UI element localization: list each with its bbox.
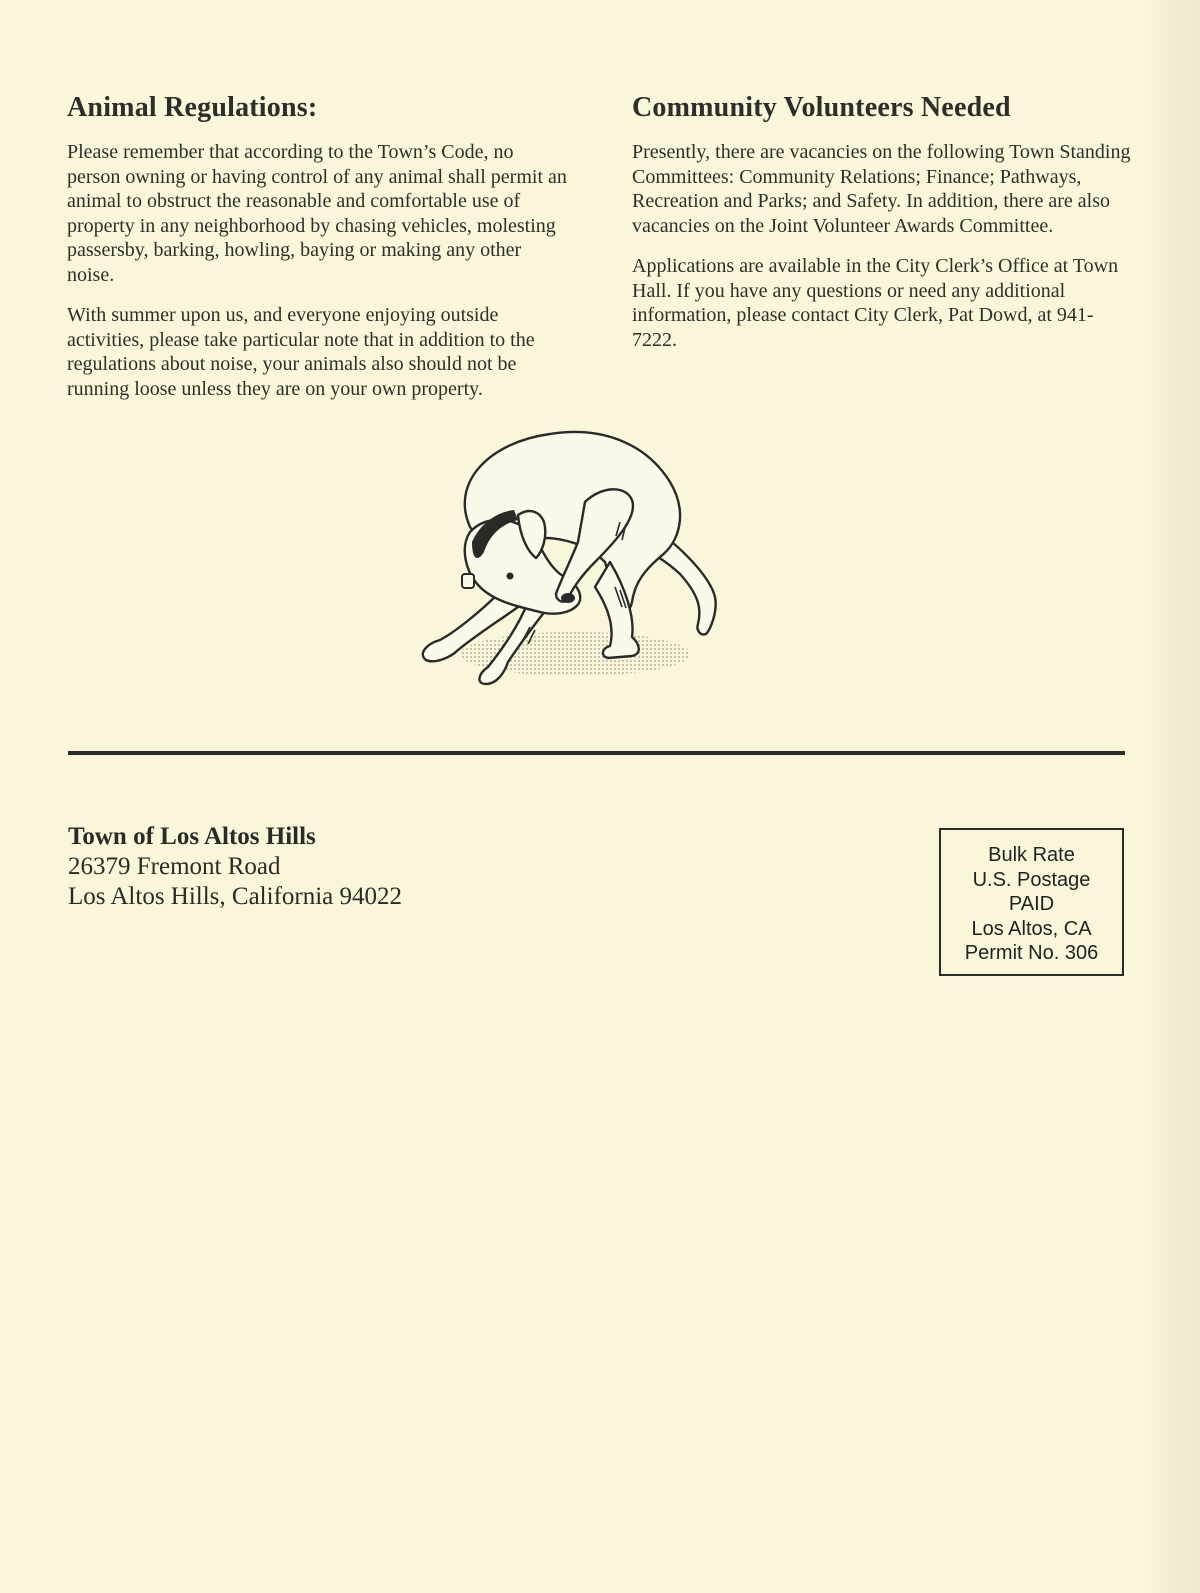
community-volunteers-section — [632, 92, 1132, 368]
community-volunteers-paragraph-1: Presently, there are vacancies on the following Town Standing Committees: Community Relations; Finance; Pathways, Recreation and Parks; and Safety. In addition, there are also vacancies on the Joint Volunteer Awards Committee. — [632, 141, 1131, 237]
animal-regulations-section — [67, 92, 567, 417]
postage-line-1: Bulk Rate — [988, 844, 1075, 866]
animal-regulations-heading: Animal Regulations: — [67, 92, 318, 123]
postage-line-2: U.S. Postage — [972, 868, 1091, 891]
return-address-city: Los Altos Hills, California 94022 — [68, 883, 403, 910]
postage-line-4: Los Altos, CA — [971, 917, 1092, 940]
section-divider — [68, 751, 1125, 755]
return-address-name: Town of Los Altos Hills — [68, 823, 316, 850]
animal-regulations-paragraph-2: With summer upon us, and everyone enjoying outside activities, please take particular note that in addition to the regulations about noise, your animals also should not be running loose unless they are on your own property. — [67, 304, 535, 400]
community-volunteers-heading: Community Volunteers Needed — [632, 92, 1011, 123]
postage-line-3: PAID — [1008, 893, 1055, 915]
return-address — [68, 822, 402, 912]
postage-line-5: Permit No. 306 — [964, 942, 1099, 964]
postage-indicia-box — [939, 828, 1124, 976]
animal-regulations-paragraph-1: Please remember that according to the Town’s Code, no person owning or having control of any animal shall permit an animal to obstruct the reasonable and comfortable use of property in any neighborhood by chasing vehicles, molesting passersby, barking, howling, baying or making any other noise. — [67, 141, 567, 286]
community-volunteers-paragraph-2: Applications are available in the City Clerk’s Office at Town Hall. If you have any questions or need any additional information, please contact City Clerk, Pat Dowd, at 941-7222. — [632, 255, 1119, 351]
return-address-street: 26379 Fremont Road — [68, 853, 281, 880]
page-edge-shading — [1140, 0, 1200, 1593]
dog-scratching-icon — [410, 412, 745, 697]
